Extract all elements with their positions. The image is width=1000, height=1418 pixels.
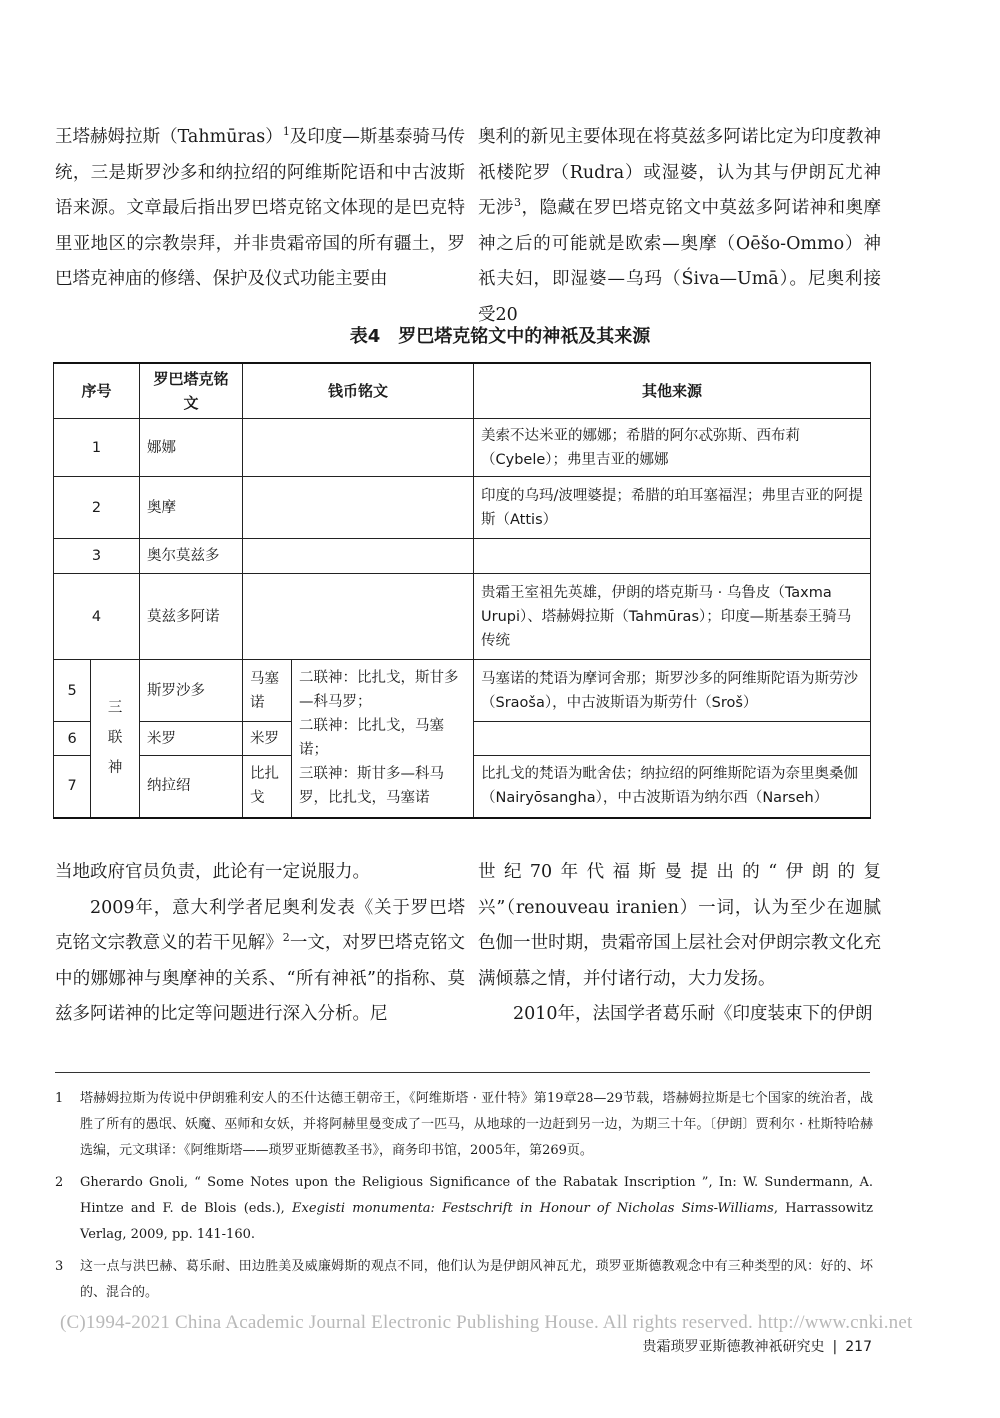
footnote-text: 这一点与洪巴赫、葛乐耐、田边胜美及威廉姆斯的观点不同，他们认为是伊朗风神瓦尤，琐罗亚斯德教观念中有三种类型的风：好的、坏的、混合的。 [80,1259,873,1300]
text-run: 王塔赫姆拉斯（Tahmūras） [55,127,283,147]
cell-group [91,660,140,818]
footnote-3 [55,1254,873,1306]
coin-combo: 二联神：比扎戈，马塞诺； [299,718,444,759]
footnote-italic-title: Exegisti monumenta: Festschrift in Honour of Nicholas Sims-Williams [292,1201,774,1216]
cell-coin [243,574,474,660]
footnote-ref[interactable]: 1 [282,125,290,139]
cell-no: 5 [54,660,91,722]
footnote-number: 1 [55,1091,64,1106]
page-footer [643,1336,872,1356]
table-title: 表4 罗巴塔克铭文中的神祇及其来源 [349,326,651,347]
body-text-top-right [478,120,881,333]
cell-other: 美索不达米亚的娜娜；希腊的阿尔忒弥斯、西布莉（Cybele）；弗里吉亚的娜娜 [474,419,871,477]
paragraph: 当地政府官员负责，此论有一定说服力。 [55,862,370,882]
cell-coin-single: 马塞诺 [243,660,292,722]
paragraph: 世纪70年代福斯曼提出的“伊朗的复兴”（renouveau iranien）一词，认为至少在迦腻色伽一世时期，贵霜帝国上层社会对伊朗宗教文化充满倾慕之情，并付诸行动，大力发扬。 [478,862,881,989]
cell-no: 3 [54,539,140,574]
cell-rabatak: 米罗 [140,722,243,756]
cell-no: 2 [54,477,140,539]
footnote-divider [55,1072,870,1073]
gods-table [53,362,871,819]
coin-combo: 三联神：斯甘多—科马罗，比扎戈，马塞诺 [299,766,444,807]
paragraph [55,120,465,298]
text-run: 及印度—斯基泰骑马传统，三是斯罗沙多和纳拉绍的阿维斯陀语和中古波斯语来源。文章最后指出罗巴塔克铭文体现的是巴克特里亚地区的宗教崇拜，并非贵霜帝国的所有疆土，罗巴塔克神庙的修缮、保护及仪式功能主要由 [55,127,466,289]
cell-no: 1 [54,419,140,477]
body-text-bottom-right [478,855,881,1033]
table-row [54,419,871,477]
paragraph: 2010年，法国学者葛乐耐《印度装束下的伊朗 [513,1004,873,1024]
cell-coin [243,419,474,477]
body-text-bottom-left [55,855,465,1033]
cell-other [474,722,871,756]
footnote-text: Gherardo Gnoli, “ Some Notes upon the Religious Significance of the Rabatak Inscription ”, In: W. Sundermann, A. Hintze and F. de Blois (eds.), [80,1175,873,1216]
footnote-number: 3 [55,1259,64,1274]
cell-other: 印度的乌玛/波哩婆提；希腊的珀耳塞福涅；弗里吉亚的阿提斯（Attis） [474,477,871,539]
cell-rabatak: 奥摩 [140,477,243,539]
paragraph [478,120,881,333]
footer-separator: | [832,1339,838,1355]
cell-other: 贵霜王室祖先英雄，伊朗的塔克斯马 · 乌鲁皮（Taxma Urupi）、塔赫姆拉斯（Tahmūras）；印度—斯基泰王骑马传统 [474,574,871,660]
cell-rabatak: 莫兹多阿诺 [140,574,243,660]
cell-coin [243,477,474,539]
text-run: 奥利的新见主要体现在将莫兹多阿诺比定为印度教神祇楼陀罗（Rudra）或湿婆，认为其与伊朗瓦尤神无涉 [478,127,881,218]
cell-no: 4 [54,574,140,660]
footnote-ref[interactable]: 2 [282,931,290,945]
group-label: 三联神 [107,700,123,777]
header-coin: 钱币铭文 [243,363,474,419]
cell-rabatak: 纳拉绍 [140,756,243,818]
footnote-number: 2 [55,1175,64,1190]
cell-no: 6 [54,722,91,756]
copyright-watermark: (C)1994-2021 China Academic Journal Electronic Publishing House. All rights reserved. http://www.cnki.net [60,1312,913,1333]
footnote-text: , Harrassowitz Verlag, 2009, pp. 141-160. [80,1201,874,1242]
cell-coin-single: 比扎戈 [243,756,292,818]
table-row [54,660,871,722]
text-run: ，隐藏在罗巴塔克铭文中莫兹多阿诺神和奥摩神之后的可能就是欧索—奥摩（Oēšo-Ommo）神祇夫妇，即湿婆—乌玛（Śiva—Umā）。尼奥利接受20 [478,198,881,325]
footnote-1 [55,1086,873,1164]
header-other: 其他来源 [474,363,871,419]
text-run: 2009年，意大利学者尼奥利发表《关于罗巴塔克铭文宗教意义的若干见解》 [55,897,465,953]
cell-rabatak: 奥尔莫兹多 [140,539,243,574]
table-row [54,574,871,660]
coin-combo: 二联神：比扎戈，斯甘多—科马罗； [299,670,459,711]
table-row [54,477,871,539]
header-no: 序号 [54,363,140,419]
text-run: 一文，对罗巴塔克铭文中的娜娜神与奥摩神的关系、“所有神祇”的指称、莫兹多阿诺神的比定等问题进行深入分析。尼 [55,933,466,1024]
page-number: 217 [845,1339,872,1355]
footnote-ref[interactable]: 3 [514,196,521,210]
header-rabatak: 罗巴塔克铭文 [140,363,243,419]
running-title: 贵霜琐罗亚斯德教神祇研究史 [642,1339,825,1355]
cell-no: 7 [54,756,91,818]
body-text-top-left [55,120,465,298]
footnote-2 [55,1170,873,1248]
cell-coin-combos [292,660,474,818]
cell-other [474,539,871,574]
cell-other: 比扎戈的梵语为毗舍佉；纳拉绍的阿维斯陀语为奈里奥桑伽（Nairyōsangha），中古波斯语为纳尔西（Narseh） [474,756,871,818]
cell-coin [243,539,474,574]
table-row [54,539,871,574]
footnote-text: 塔赫姆拉斯为传说中伊朗雅利安人的丕什达德王朝帝王，《阿维斯塔 · 亚什特》第19章28—29节载，塔赫姆拉斯是七个国家的统治者，战胜了所有的愚氓、妖魔、巫师和女妖，并将阿赫里曼变成了一匹马，从地球的一边赶到另一边，为期三十年。〔伊朗〕贾利尔 · 杜斯特哈赫选编，元文琪译：《阿维斯塔——琐罗亚斯德教圣书》，商务印书馆，2005年，第269页。 [80,1091,873,1158]
cell-rabatak: 娜娜 [140,419,243,477]
cell-other: 马塞诺的梵语为摩诃舍那；斯罗沙多的阿维斯陀语为斯劳沙（Sraoša），中古波斯语为斯劳什（Sroš） [474,660,871,722]
cell-rabatak: 斯罗沙多 [140,660,243,722]
cell-coin-single: 米罗 [243,722,292,756]
paragraph [55,891,465,1033]
table-header-row [54,363,871,419]
footnotes [55,1086,873,1312]
